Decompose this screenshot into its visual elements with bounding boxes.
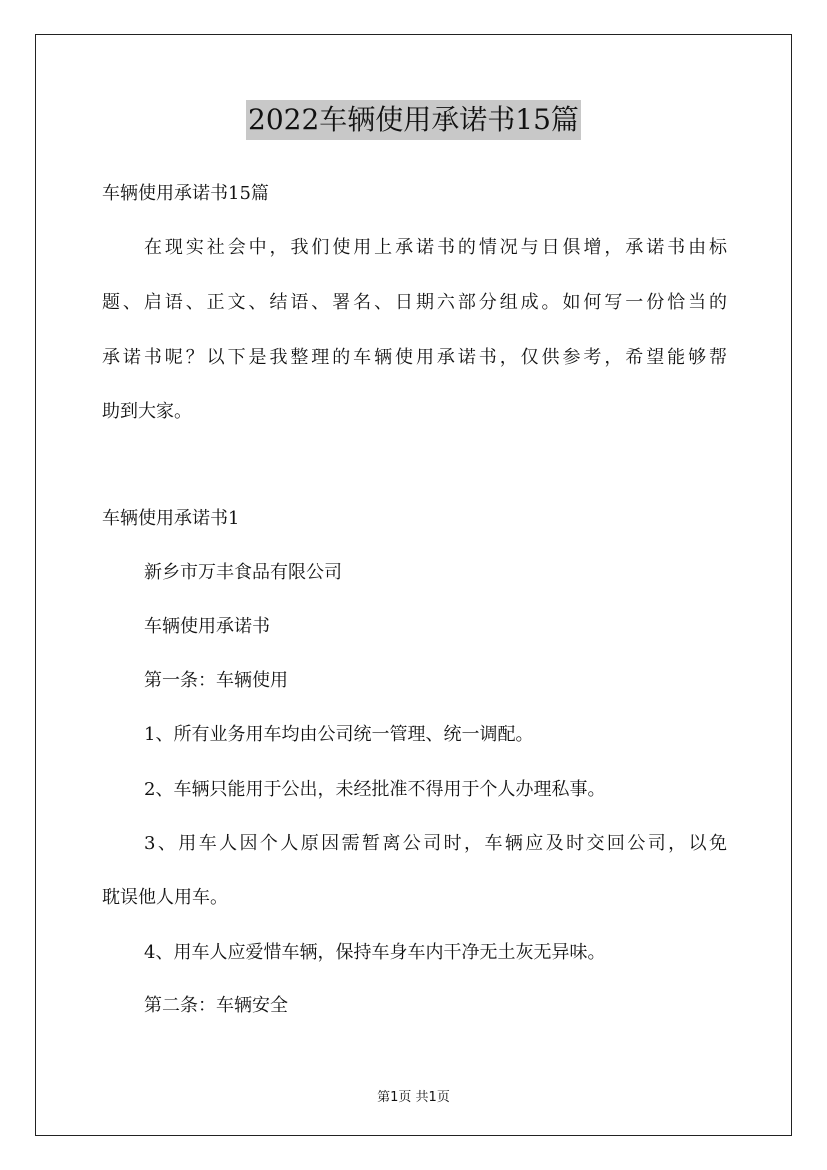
subtitle: 车辆使用承诺书15篇 bbox=[102, 183, 269, 204]
doc-title: 车辆使用承诺书 bbox=[144, 616, 270, 637]
document-title-container bbox=[0, 100, 827, 140]
intro-line: 承诺书呢？以下是我整理的车辆使用承诺书，仅供参考，希望能够帮 bbox=[102, 347, 727, 368]
intro-line: 题、启语、正文、结语、署名、日期六部分组成。如何写一份恰当的 bbox=[102, 292, 727, 313]
company-name: 新乡市万丰食品有限公司 bbox=[144, 562, 342, 583]
intro-line: 助到大家。 bbox=[102, 401, 192, 422]
document-title: 2022车辆使用承诺书15篇 bbox=[246, 100, 581, 140]
list-item: 2、车辆只能用于公出，未经批准不得用于个人办理私事。 bbox=[144, 779, 606, 800]
page-footer: 第1页 共1页 bbox=[377, 1090, 450, 1105]
list-item: 1、所有业务用车均由公司统一管理、统一调配。 bbox=[144, 724, 534, 745]
intro-line: 在现实社会中，我们使用上承诺书的情况与日俱增，承诺书由标 bbox=[144, 237, 727, 258]
article-heading: 第一条：车辆使用 bbox=[144, 670, 288, 691]
section-heading: 车辆使用承诺书1 bbox=[102, 508, 240, 529]
list-item: 4、用车人应爱惜车辆，保持车身车内干净无土灰无异味。 bbox=[144, 942, 606, 963]
article-heading: 第二条：车辆安全 bbox=[144, 995, 288, 1016]
list-item-continued: 耽误他人用车。 bbox=[102, 887, 228, 908]
list-item: 3、用车人因个人原因需暂离公司时，车辆应及时交回公司，以免 bbox=[144, 833, 727, 854]
